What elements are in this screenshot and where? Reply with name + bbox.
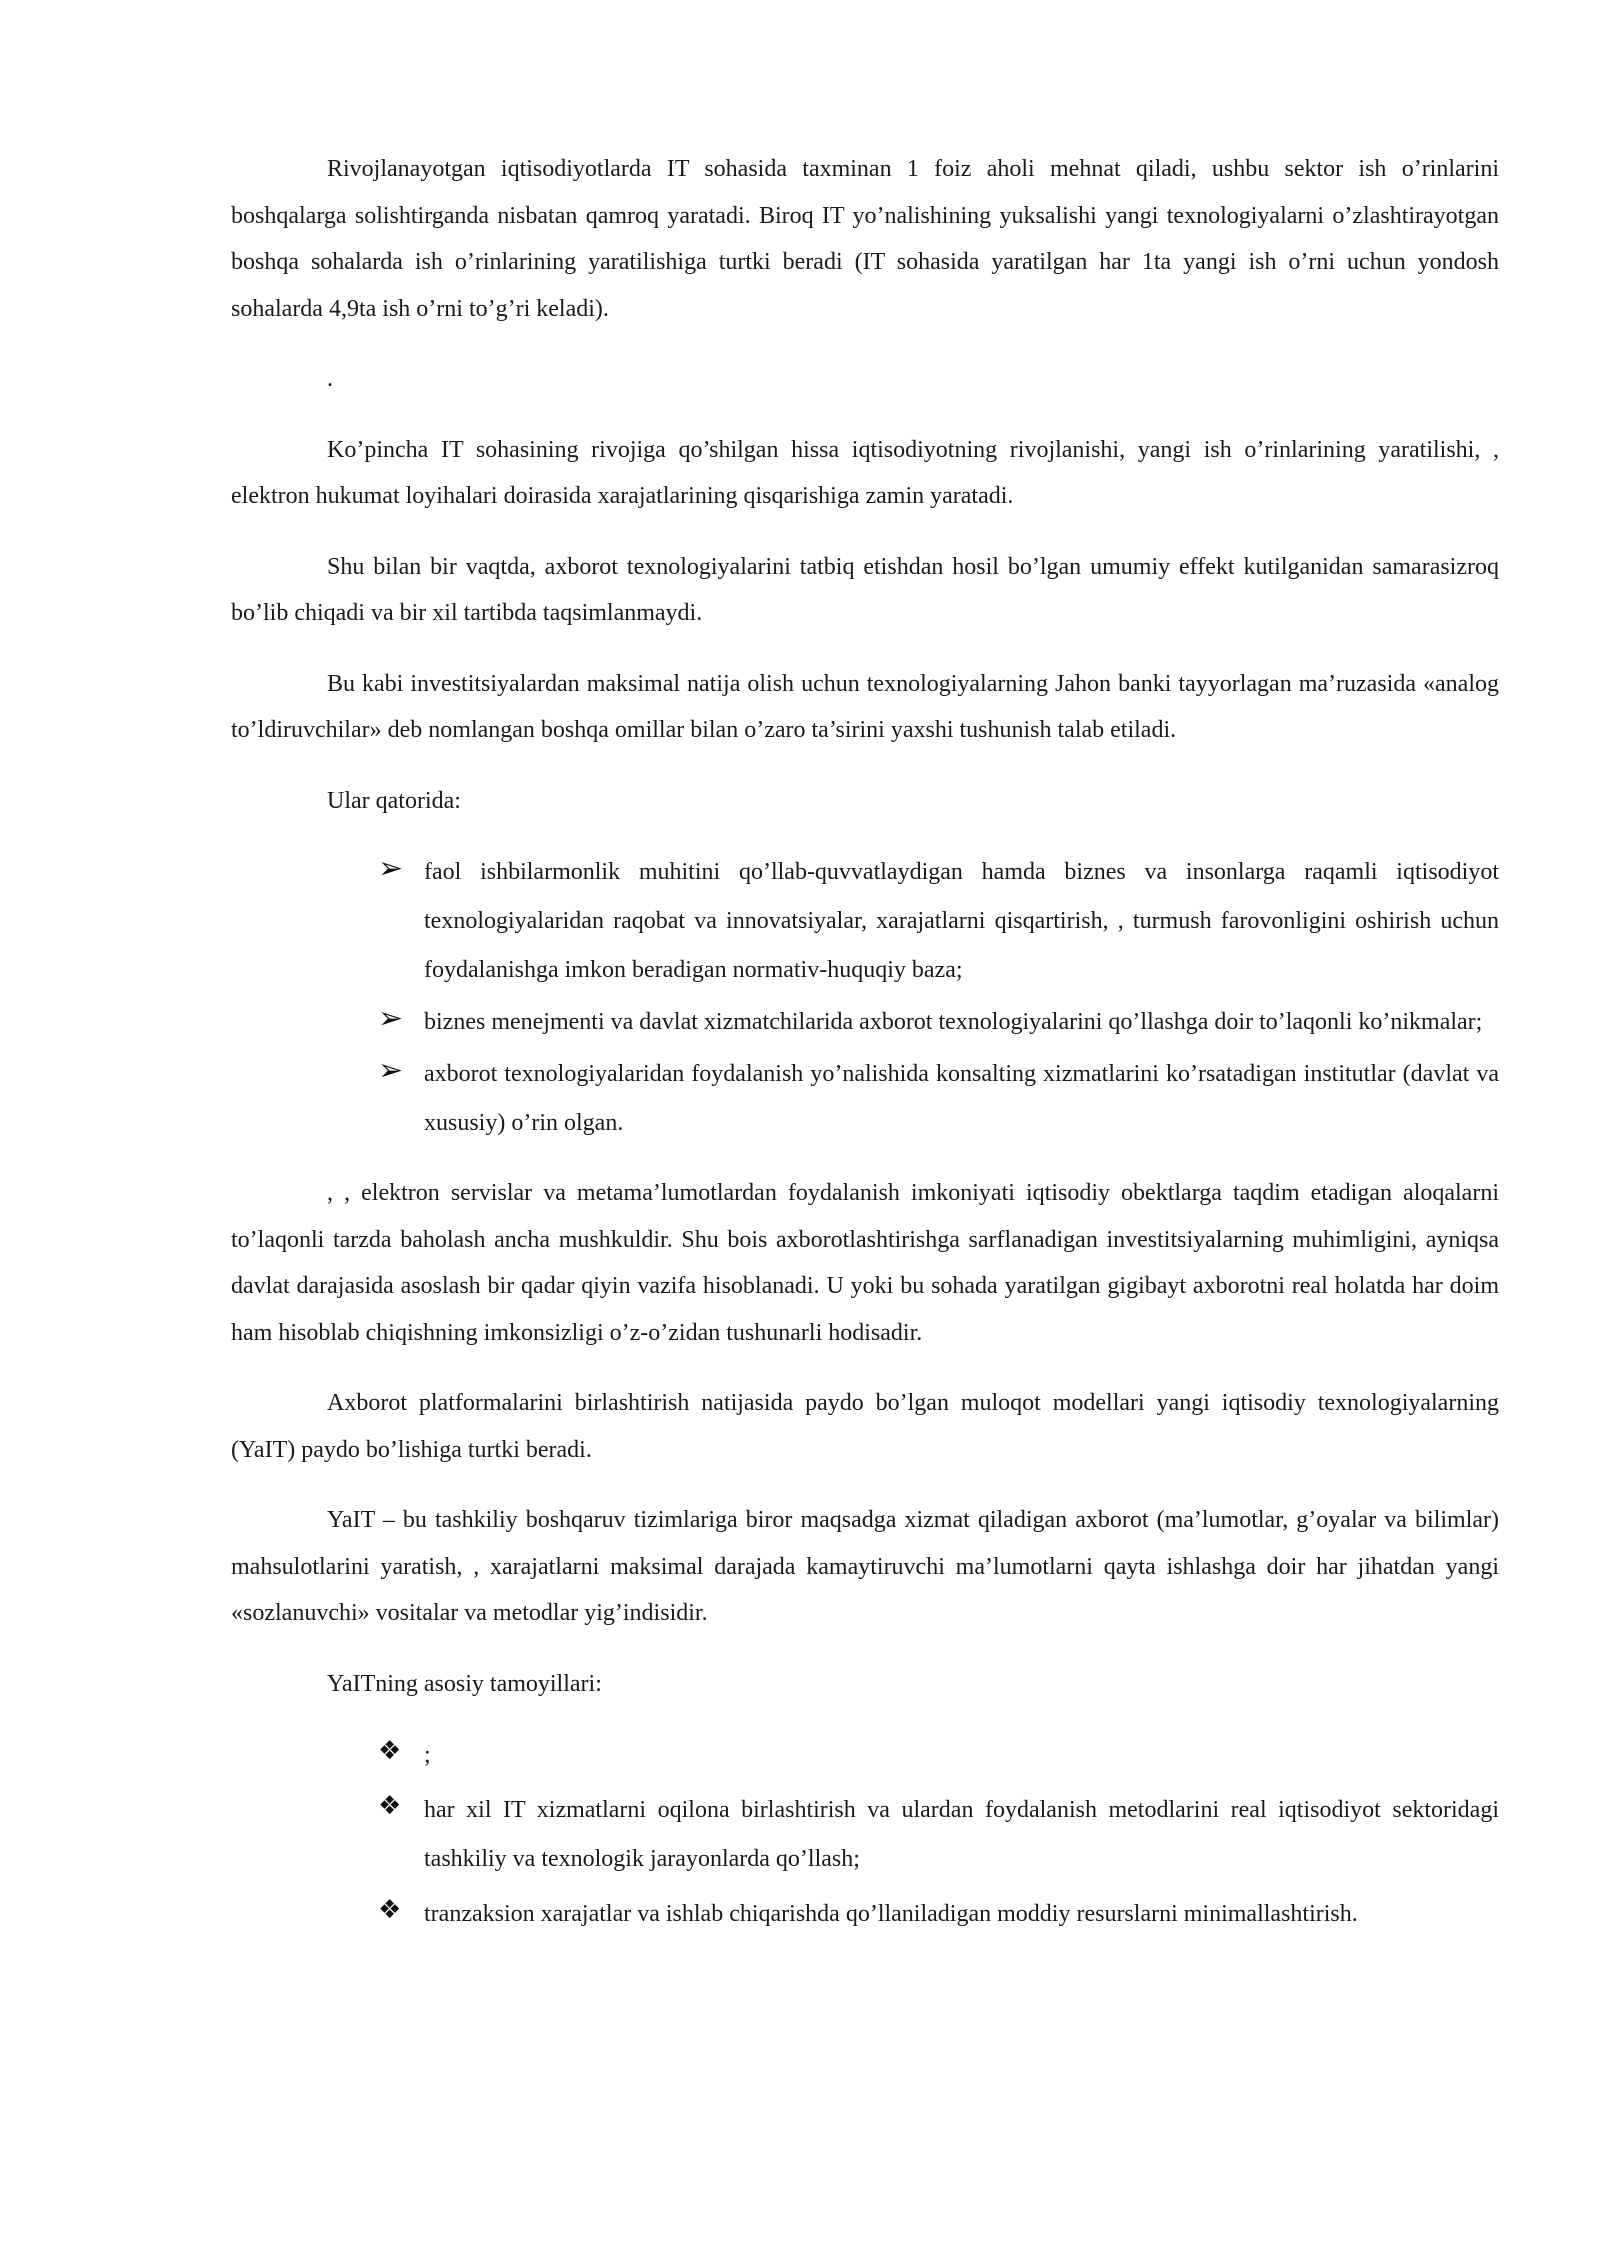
paragraph-yait-definition: YaIT – bu tashkiliy boshqaruv tizimlariga biror maqsadga xizmat qiladigan axborot (ma’lumotlar, g’oyalar va bilimlar) mahsulotlarini yaratish, , xarajatlarni maksimal darajada kamaytiruvchi ma’lumotlarni qayta ishlashga doir har jihatdan yangi «sozlanuvchi» vositalar va metodlar yig’indisidir. <box>231 1507 1499 1626</box>
list-item <box>231 998 1499 1047</box>
paragraph-dot: . <box>327 366 333 392</box>
list-item <box>231 1786 1499 1884</box>
list-item-text: biznes menejmenti va davlat xizmatchilarida axborot texnologiyalarini qo’llashga doir to’laqonli ko’nikmalar; <box>424 1009 1483 1035</box>
paragraph-it-contribution: Ko’pincha IT sohasining rivojiga qo’shilgan hissa iqtisodiyotning rivojlanishi, yangi ish o’rinlarining yaratilishi, , elektron hukumat loyihalari doirasida xarajatlarining qisqarishiga zamin yaratadi. <box>231 436 1499 509</box>
list-item-text: axborot texnologiyalaridan foydalanish yo’nalishida konsalting xizmatlarini ko’rsatadigan institutlar (davlat va xususiy) o’rin olgan. <box>424 1061 1499 1136</box>
list-item <box>231 1890 1499 1939</box>
four-diamond-bullet-icon: ❖ <box>378 1735 402 1766</box>
four-diamond-bullet-icon: ❖ <box>378 1894 402 1925</box>
paragraph-among-them: Ular qatorida: <box>327 787 461 814</box>
yait-principles-list <box>231 1731 1499 1939</box>
list-item-text: har xil IT xizmatlarni oqilona birlashtirish va ulardan foydalanish metodlarini real iqtisodiyot sektoridagi tashkiliy va texnologik jarayonlarda qo’llash; <box>424 1797 1499 1872</box>
paragraph-overall-effect: Shu bilan bir vaqtda, axborot texnologiyalarini tatbiq etishdan hosil bo’lgan umumiy effekt kutilganidan samarasizroq bo’lib chiqadi va bir xil tartibda taqsimlanmaydi. <box>231 553 1499 626</box>
paragraph-platform-integration: Axborot platformalarini birlashtirish natijasida paydo bo’lgan muloqot modellari yangi iqtisodiy texnologiyalarning (YaIT) paydo bo’lishiga turtki beradi. <box>231 1390 1499 1463</box>
list-item-text: ; <box>424 1742 431 1768</box>
four-diamond-bullet-icon: ❖ <box>378 1790 402 1821</box>
paragraph-it-employment: Rivojlanayotgan iqtisodiyotlarda IT sohasida taxminan 1 foiz aholi mehnat qiladi, ushbu sektor ish o’rinlarini boshqalarga solishtirganda nisbatan qamroq yaratadi. Biroq IT yo’nalishining yuksalishi yangi texnologiyalarni o’zlashtirayotgan boshqa sohalarda ish o’rinlarining yaratilishiga turtki beradi (IT sohasida yaratilgan har 1ta yangi ish o’rni uchun yondosh sohalarda 4,9ta ish o’rni to’g’ri keladi). <box>231 156 1499 322</box>
list-item <box>231 848 1499 995</box>
arrowhead-bullet-icon: ➢ <box>378 1000 404 1036</box>
paragraph-evaluation-difficulty: , , elektron servislar va metama’lumotlardan foydalanish imkoniyati iqtisodiy obektlarga taqdim etadigan aloqalarni to’laqonli tarzda baholash ancha mushkuldir. Shu bois axborotlashtirishga sarflanadigan investitsiyalarning muhimligini, ayniqsa davlat darajasida asoslash bir qadar qiyin vazifa hisoblanadi. U yoki bu sohada yaratilgan gigibayt axborotni real holatda har doim ham hisoblab chiqishning imkonsizligi o’z-o’zidan tushunarli hodisadir. <box>231 1180 1499 1346</box>
arrowhead-bullet-icon: ➢ <box>378 1052 404 1088</box>
complements-list <box>231 848 1499 1148</box>
list-item <box>231 1050 1499 1148</box>
arrowhead-bullet-icon: ➢ <box>378 850 404 886</box>
list-item-text: tranzaksion xarajatlar va ishlab chiqarishda qo’llaniladigan moddiy resurslarni minimallashtirish. <box>424 1901 1358 1927</box>
list-item <box>231 1731 1499 1780</box>
list-item-text: faol ishbilarmonlik muhitini qo’llab-quvvatlaydigan hamda biznes va insonlarga raqamli iqtisodiyot texnologiyalaridan raqobat va innovatsiyalar, xarajatlarni qisqartirish, , turmush farovonligini oshirish uchun foydalanishga imkon beradigan normativ-huquqiy baza; <box>424 859 1499 983</box>
document-body <box>231 146 1499 1961</box>
paragraph-yait-principles-heading: YaITning asosiy tamoyillari: <box>327 1670 602 1697</box>
paragraph-world-bank-report: Bu kabi investitsiyalardan maksimal natija olish uchun texnologiyalarning Jahon banki tayyorlagan ma’ruzasida «analog to’ldiruvchilar» deb nomlangan boshqa omillar bilan o’zaro ta’sirini yaxshi tushunish talab etiladi. <box>231 670 1499 743</box>
